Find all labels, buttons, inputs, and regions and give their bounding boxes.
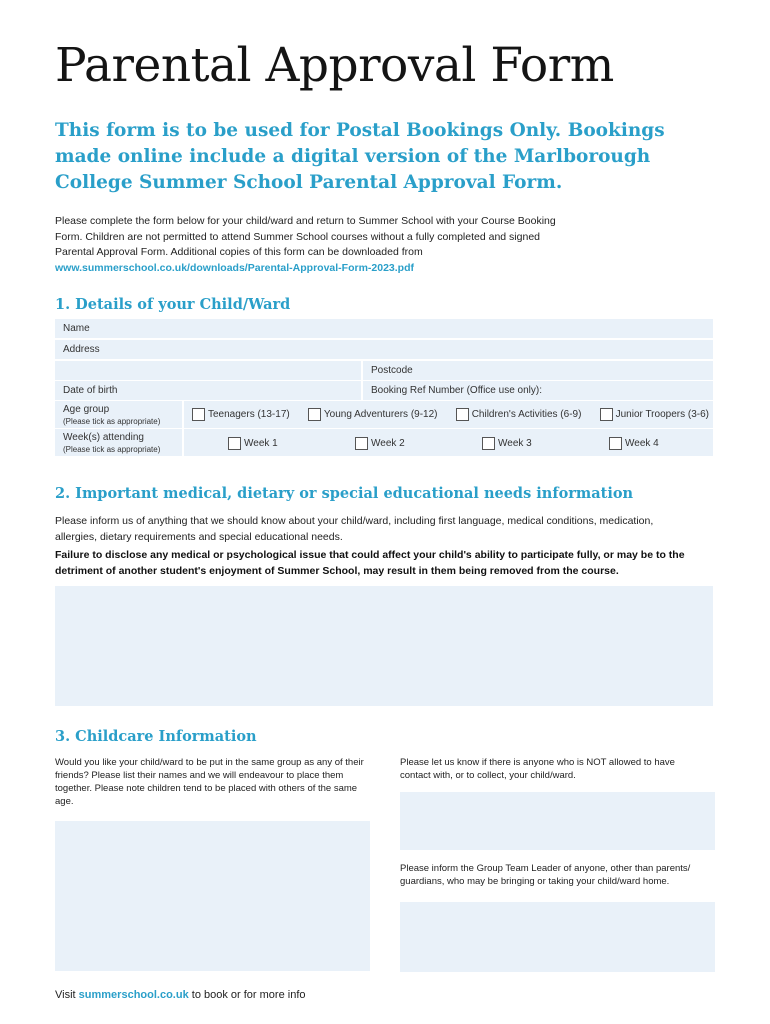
age-group-label: Age group: [63, 404, 110, 415]
name-label: Name: [63, 323, 90, 334]
footer-suffix: to book or for more info: [191, 989, 306, 1001]
lead-paragraph: This form is to be used for Postal Bookings Only. Bookings made online include a digital version of the Marlborough College Summer School Parental Approval Form.: [55, 120, 665, 193]
dob-label: Date of birth: [63, 385, 118, 396]
dob-field[interactable]: [55, 381, 361, 400]
footer-prefix: Visit: [55, 989, 76, 1001]
weeks-label: Week(s) attending: [63, 432, 144, 443]
age-group-hint: (Please tick as appropriate): [63, 417, 161, 426]
age-option-childrens-activities[interactable]: Children's Activities (6-9): [456, 408, 582, 421]
week-2-option[interactable]: Week 2: [355, 437, 405, 450]
age-option-young-adventurers[interactable]: Young Adventurers (9-12): [308, 408, 438, 421]
section2-warning: Failure to disclose any medical or psychological issue that could affect your child's ability to participate fully, or may be to the detriment of another student's enjoyment of Summer School, may result in them being removed from the course.: [55, 549, 685, 577]
postcode-field[interactable]: [363, 361, 713, 380]
pickup-text: Please inform the Group Team Leader of anyone, other than parents/ guardians, who may be bringing or taking your child/ward home.: [400, 863, 691, 887]
checkbox-week-4[interactable]: [609, 437, 622, 450]
pickup-textarea[interactable]: [400, 902, 715, 972]
section2-text: Please inform us of anything that we should know about your child/ward, including first language, medical conditions, medication, allergies, dietary requirements and special educational needs.: [55, 515, 654, 543]
checkbox-childrens-activities[interactable]: [456, 408, 469, 421]
friends-textarea[interactable]: [55, 821, 370, 971]
medical-info-textarea[interactable]: [55, 586, 713, 706]
age-option-teenagers[interactable]: Teenagers (13-17): [192, 408, 290, 421]
checkbox-week-2[interactable]: [355, 437, 368, 450]
checkbox-young-adventurers[interactable]: [308, 408, 321, 421]
page-title: Parental Approval Form: [55, 38, 614, 93]
not-allowed-text: Please let us know if there is anyone who is NOT allowed to have contact with, or to collect, your child/ward.: [400, 757, 675, 781]
name-field[interactable]: [55, 319, 713, 338]
booking-ref-field[interactable]: [363, 381, 713, 400]
address-field[interactable]: [55, 340, 713, 359]
weeks-cell: [55, 429, 182, 456]
age-option-junior-troopers[interactable]: Junior Troopers (3-6): [600, 408, 709, 421]
checkbox-junior-troopers[interactable]: [600, 408, 613, 421]
footer-link[interactable]: summerschool.co.uk: [78, 989, 189, 1001]
weeks-options: [184, 429, 713, 456]
week-3-option[interactable]: Week 3: [482, 437, 532, 450]
postcode-label: Postcode: [371, 365, 413, 376]
checkbox-week-1[interactable]: [228, 437, 241, 450]
download-link[interactable]: www.summerschool.co.uk/downloads/Parental-Approval-Form-2023.pdf: [55, 261, 415, 274]
section3-heading: 3. Childcare Information: [55, 728, 257, 745]
booking-ref-label: Booking Ref Number (Office use only):: [371, 385, 543, 396]
age-group-cell: [55, 401, 182, 428]
footer: [55, 989, 306, 1001]
friends-text: Would you like your child/ward to be put in the same group as any of their friends? Please list their names and we will endeavour to place them together. Please note children tend to be placed with others of the same age.: [55, 757, 364, 807]
weeks-hint: (Please tick as appropriate): [63, 445, 161, 454]
week-4-option[interactable]: Week 4: [609, 437, 659, 450]
intro-text: Please complete the form below for your child/ward and return to Summer School with your Course Booking Form. Children are not permitted to attend Summer School courses without a fully completed and signed Parental Approval Form. Additional copies of this form can be downloaded from: [55, 215, 556, 258]
address-label: Address: [63, 344, 100, 355]
section1-heading: 1. Details of your Child/Ward: [55, 296, 291, 313]
not-allowed-textarea[interactable]: [400, 792, 715, 850]
intro-paragraph: [55, 214, 575, 276]
week-1-option[interactable]: Week 1: [228, 437, 278, 450]
checkbox-teenagers[interactable]: [192, 408, 205, 421]
checkbox-week-3[interactable]: [482, 437, 495, 450]
section2-heading: 2. Important medical, dietary or special educational needs information: [55, 485, 634, 502]
address-field-2[interactable]: [55, 361, 361, 380]
age-group-options: [184, 401, 713, 428]
